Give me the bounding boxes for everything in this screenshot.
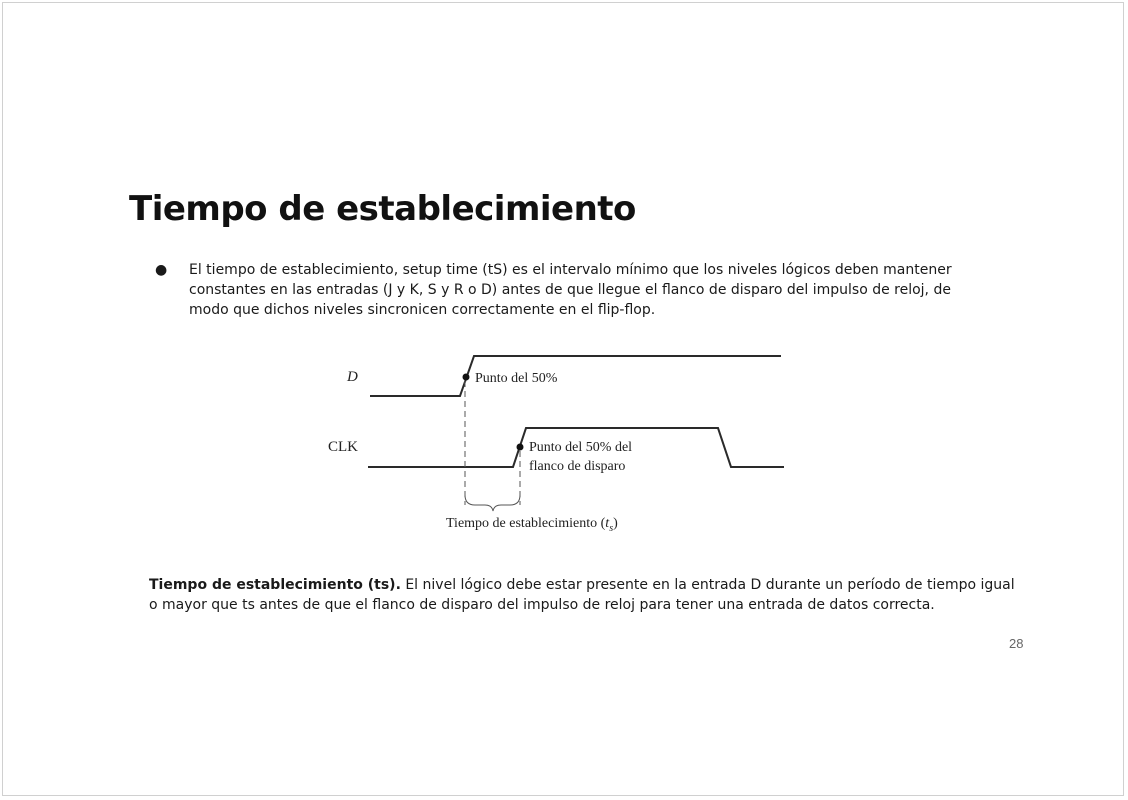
setup-brace <box>465 495 520 511</box>
clk-point-label-line1: Punto del 50% del <box>529 440 633 455</box>
signal-d-label: D <box>347 369 358 385</box>
page-number: 28 <box>1009 636 1024 651</box>
setup-time-timing-diagram <box>313 343 793 543</box>
d-waveform <box>370 356 781 396</box>
bullet-dot-icon: ● <box>155 262 168 278</box>
clk-50-percent-point <box>517 444 524 451</box>
caption-bold: Tiempo de establecimiento (ts). <box>149 577 401 593</box>
slide-title: Tiempo de establecimiento <box>129 189 636 229</box>
caption-text: El nivel lógico debe estar presente en la entrada D durante un período de tiempo igual o mayor que ts antes de que el flanco de disparo del impulso de reloj para tener una entrada de datos correcta. <box>149 577 1015 613</box>
d-point-label: Punto del 50% <box>475 371 558 386</box>
setup-time-label: Tiempo de establecimiento $(t_s)$ <box>446 516 618 534</box>
clk-point-label-line2: flanco de disparo <box>529 459 626 474</box>
bullet-text: El tiempo de establecimiento, setup time (tS) es el intervalo mínimo que los niveles lógicos deben mantener constantes en las entradas (J y K, S y R o D) antes de que llegue el flanco de disparo del impulso de reloj, de modo que dichos niveles sincronicen correctamente en el flip-flop. <box>189 262 952 318</box>
signal-clk-label: CLK <box>328 439 358 455</box>
d-50-percent-point <box>463 374 470 381</box>
figure-caption <box>149 575 1019 615</box>
slide <box>2 2 1124 796</box>
